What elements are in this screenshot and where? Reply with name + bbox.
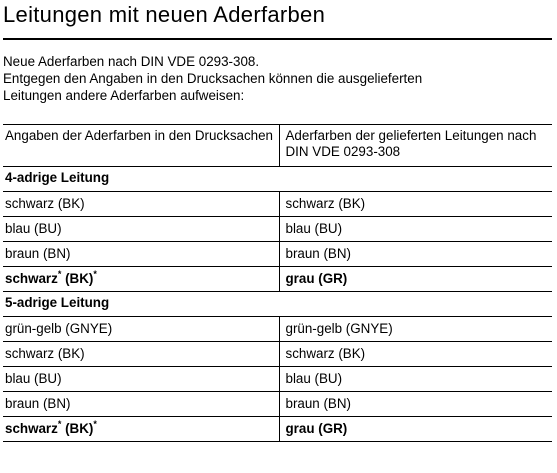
table-row [3,417,552,442]
footnote-mark: * [57,418,62,429]
cell-delivered: schwarz (BK) [279,192,552,217]
footnote-mark: * [57,268,62,279]
title-divider [3,38,552,40]
cell-delivered: blau (BU) [279,217,552,242]
color-mapping-table [3,124,552,442]
cell-delivered: grau (GR) [279,267,552,292]
group-row-4-core [3,167,552,192]
cell-text: (BK) [61,421,94,436]
cell-printed: braun (BN) [3,392,279,417]
cell-delivered: braun (BN) [279,242,552,267]
table-row [3,317,552,342]
cell-text: (BK) [61,271,94,286]
cell-text: schwarz [5,271,58,286]
cell-printed: blau (BU) [3,367,279,392]
intro-line: Entgegen den Angaben in den Drucksachen können die ausgelieferten [3,71,423,86]
header-printed-colors: Angaben der Aderfarben in den Drucksachen [3,125,279,167]
intro-paragraph [3,53,552,104]
table-row [3,242,552,267]
table-row [3,217,552,242]
cell-delivered: grün-gelb (GNYE) [279,317,552,342]
cell-printed [3,417,279,442]
footnote-mark: * [93,418,97,429]
group-row-5-core [3,292,552,317]
header-delivered-colors: Aderfarben der gelieferten Leitungen nach DIN VDE 0293-308 [279,125,552,167]
group-label: 5-adrige Leitung [3,292,552,317]
cell-text: schwarz [5,421,58,436]
intro-line: Leitungen andere Aderfarben aufweisen: [3,88,245,103]
table-row [3,267,552,292]
cell-printed [3,267,279,292]
intro-line: Neue Aderfarben nach DIN VDE 0293-308. [3,54,260,69]
footnote-mark: * [93,268,97,279]
page-title: Leitungen mit neuen Aderfarben [3,2,326,27]
cell-delivered: blau (BU) [279,367,552,392]
group-label: 4-adrige Leitung [3,167,552,192]
cell-delivered: schwarz (BK) [279,342,552,367]
table-row [3,342,552,367]
cell-delivered: grau (GR) [279,417,552,442]
table-header-row [3,125,552,167]
table-row [3,192,552,217]
cell-printed: blau (BU) [3,217,279,242]
cell-printed: braun (BN) [3,242,279,267]
cell-printed: schwarz (BK) [3,342,279,367]
cell-printed: schwarz (BK) [3,192,279,217]
table-row [3,367,552,392]
cell-printed: grün-gelb (GNYE) [3,317,279,342]
cell-delivered: braun (BN) [279,392,552,417]
table-row [3,392,552,417]
